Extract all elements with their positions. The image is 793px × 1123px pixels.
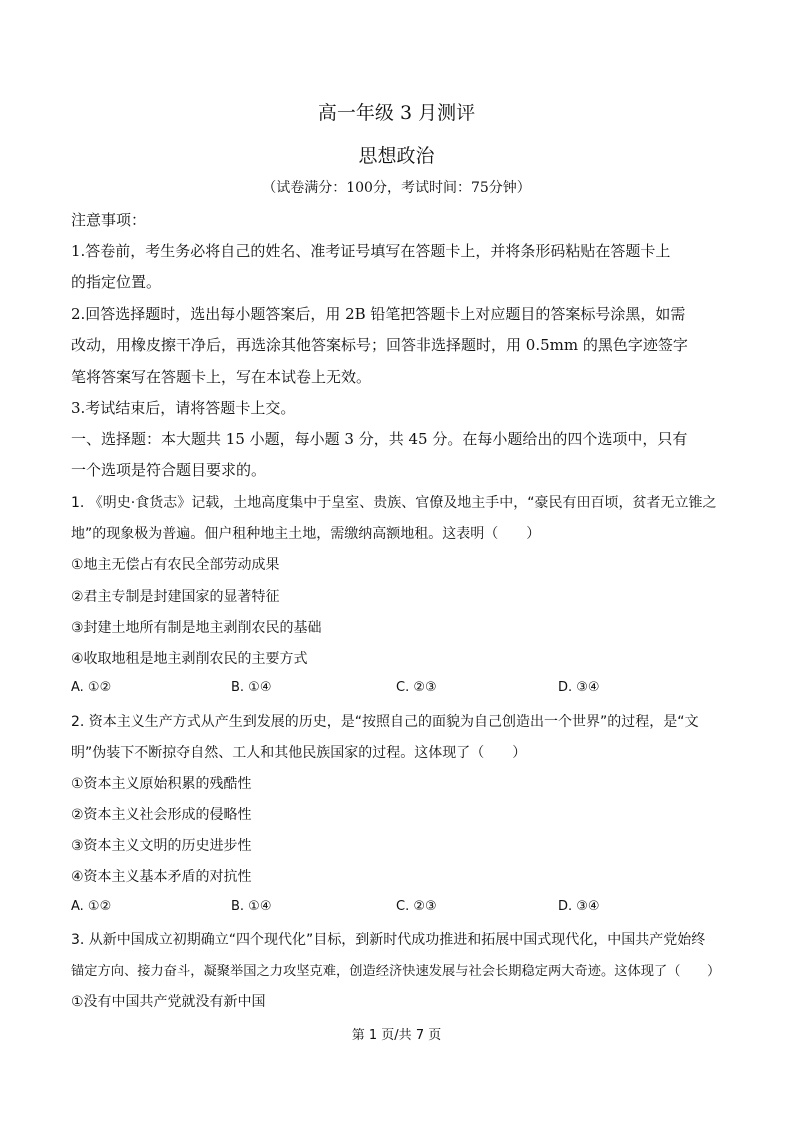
question-stem: 1. 《明史·食货志》记载，土地高度集中于皇室、贵族、官僚及地主手中，“豪民有田百顷，贫者无立锥之 (71, 495, 717, 511)
choice-d: D. ③④ (558, 899, 600, 914)
choice-b: B. ①④ (231, 680, 272, 695)
question-item: ②君主专制是封建国家的显著特征 (71, 589, 280, 605)
question-item: ①没有中国共产党就没有新中国 (71, 994, 266, 1010)
choice-c: C. ②③ (396, 899, 437, 914)
choice-b: B. ①④ (231, 899, 272, 914)
question-stem: 3. 从新中国成立初期确立“四个现代化”目标，到新时代成功推进和拓展中国式现代化，中国共产党始终 (71, 932, 706, 948)
question-item: ③封建土地所有制是地主剥削农民的基础 (71, 620, 322, 636)
exam-title: 高一年级 3 月测评 (317, 102, 476, 124)
section-heading: 一个选项是符合题目要求的。 (71, 461, 267, 479)
question-item: ①地主无偿占有农民全部劳动成果 (71, 557, 280, 573)
question-stem: 2. 资本主义生产方式从产生到发展的历史，是“按照自己的面貌为自己创造出一个世界”的过程，是“文 (71, 714, 699, 730)
notice-line: 3.考试结束后，请将答题卡上交。 (71, 399, 296, 417)
question-item: ④收取地租是地主剥削农民的主要方式 (71, 651, 308, 667)
notice-line: 2.回答选择题时，选出每小题答案后，用 2B 铅笔把答题卡上对应题目的答案标号涂黑，如需 (71, 305, 686, 323)
question-stem: 地”的现象极为普遍。佃户租种地主土地，需缴纳高额地租。这表明（ ） (71, 526, 541, 542)
question-item: ②资本主义社会形成的侵略性 (71, 807, 252, 823)
question-stem: 明”伪装下不断掠夺自然、工人和其他民族国家的过程。这体现了（ ） (71, 745, 527, 761)
notice-line: 的指定位置。 (71, 273, 162, 291)
page-number: 第 1 页/共 7 页 (351, 1028, 442, 1043)
question-item: ①资本主义原始积累的残酷性 (71, 776, 252, 792)
choice-c: C. ②③ (396, 680, 437, 695)
section-heading: 一、选择题：本大题共 15 小题，每小题 3 分，共 45 分。在每小题给出的四个选项中，只有 (71, 430, 688, 448)
exam-subject: 思想政治 (358, 145, 435, 167)
choice-a: A. ①② (71, 899, 112, 914)
notice-heading: 注意事项： (71, 211, 147, 229)
question-item: ③资本主义文明的历史进步性 (71, 838, 252, 854)
exam-info: （试卷满分：100分，考试时间：75分钟） (262, 180, 531, 196)
question-item: ④资本主义基本矛盾的对抗性 (71, 869, 252, 885)
notice-line: 笔将答案写在答题卡上，写在本试卷上无效。 (71, 368, 372, 386)
choice-a: A. ①② (71, 680, 112, 695)
question-stem: 锚定方向、接力奋斗，凝聚举国之力攻坚克难，创造经济快速发展与社会长期稳定两大奇迹。这体现了（ ） (71, 964, 721, 979)
choice-d: D. ③④ (558, 680, 600, 695)
notice-line: 1.答卷前，考生务必将自己的姓名、准考证号填写在答题卡上，并将条形码粘贴在答题卡上 (71, 242, 671, 260)
notice-line: 改动，用橡皮擦干净后，再选涂其他答案标号；回答非选择题时，用 0.5mm 的黑色字迹签字 (71, 336, 688, 354)
